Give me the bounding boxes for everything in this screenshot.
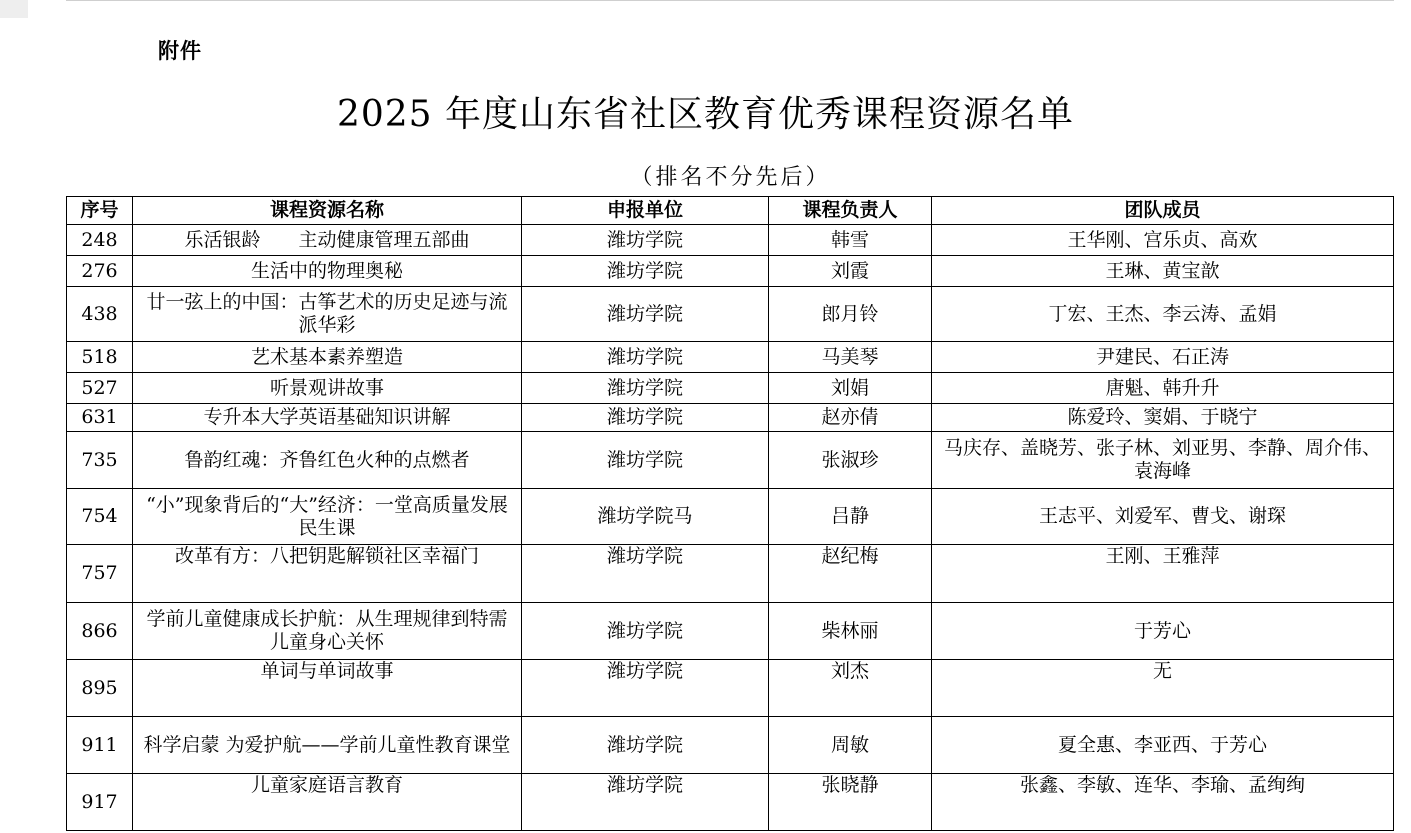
course-name: 听景观讲故事 [133,373,522,404]
table-row [67,603,1394,660]
header-unit: 申报单位 [522,197,769,225]
team-members: 丁宏、王杰、李云涛、孟娟 [932,287,1394,342]
declaring-unit: 潍坊学院马 [522,489,769,545]
declaring-unit: 潍坊学院 [522,774,769,831]
table-row [67,717,1394,774]
team-members: 陈爱玲、窦娟、于晓宁 [932,404,1394,432]
attachment-label: 附件 [158,39,202,63]
row-no: 276 [67,256,133,287]
course-name: 乐活银龄 主动健康管理五部曲 [133,225,522,256]
course-name: 专升本大学英语基础知识讲解 [133,404,522,432]
team-members: 唐魁、韩升升 [932,373,1394,404]
team-members: 王华刚、宫乐贞、高欢 [932,225,1394,256]
course-leader: 马美琴 [769,342,932,373]
team-members: 马庆存、盖晓芳、张子林、刘亚男、李静、周介伟、袁海峰 [932,432,1394,489]
declaring-unit: 潍坊学院 [522,432,769,489]
course-leader: 柴林丽 [769,603,932,660]
header-members: 团队成员 [932,197,1394,225]
course-name: 廿一弦上的中国：古筝艺术的历史足迹与流派华彩 [133,287,522,342]
course-leader: 郎月铃 [769,287,932,342]
course-name: 科学启蒙 为爱护航——学前儿童性教育课堂 [133,717,522,774]
course-list-table [66,196,1394,831]
course-name: 单词与单词故事 [133,660,522,717]
document-title: 2025 年度山东省社区教育优秀课程资源名单 [336,94,1075,135]
team-members: 张鑫、李敏、连华、李瑜、孟绚绚 [932,774,1394,831]
team-members: 于芳心 [932,603,1394,660]
declaring-unit: 潍坊学院 [522,225,769,256]
declaring-unit: 潍坊学院 [522,373,769,404]
course-leader: 张晓静 [769,774,932,831]
row-no: 911 [67,717,133,774]
row-no: 248 [67,225,133,256]
team-members: 王刚、王雅萍 [932,545,1394,603]
table-row [67,489,1394,545]
course-leader: 赵纪梅 [769,545,932,603]
course-leader: 刘娟 [769,373,932,404]
row-no: 518 [67,342,133,373]
document-subtitle: （排名不分先后） [630,165,831,190]
row-no: 917 [67,774,133,831]
course-name: 鲁韵红魂：齐鲁红色火种的点燃者 [133,432,522,489]
course-name: “小”现象背后的“大”经济：一堂高质量发展民生课 [133,489,522,545]
table-row [67,287,1394,342]
declaring-unit: 潍坊学院 [522,717,769,774]
row-no: 757 [67,545,133,603]
declaring-unit: 潍坊学院 [522,342,769,373]
course-leader: 吕静 [769,489,932,545]
table-row [67,545,1394,603]
row-no: 866 [67,603,133,660]
declaring-unit: 潍坊学院 [522,660,769,717]
row-no: 527 [67,373,133,404]
table-header-row [67,197,1394,225]
header-leader: 课程负责人 [769,197,932,225]
course-name: 改革有方：八把钥匙解锁社区幸福门 [133,545,522,603]
course-leader: 周敏 [769,717,932,774]
declaring-unit: 潍坊学院 [522,545,769,603]
course-leader: 刘杰 [769,660,932,717]
table-row [67,225,1394,256]
row-no: 631 [67,404,133,432]
header-no: 序号 [67,197,133,225]
team-members: 王琳、黄宝歆 [932,256,1394,287]
team-members: 夏全惠、李亚西、于芳心 [932,717,1394,774]
table-row [67,342,1394,373]
course-leader: 刘霞 [769,256,932,287]
table-row [67,774,1394,831]
declaring-unit: 潍坊学院 [522,603,769,660]
table-row [67,404,1394,432]
table-row [67,373,1394,404]
row-no: 438 [67,287,133,342]
course-name: 学前儿童健康成长护航：从生理规律到特需儿童身心关怀 [133,603,522,660]
course-name: 生活中的物理奥秘 [133,256,522,287]
table-row [67,256,1394,287]
course-leader: 张淑珍 [769,432,932,489]
team-members: 王志平、刘爱军、曹戈、谢琛 [932,489,1394,545]
corner-marker [0,0,28,18]
team-members: 无 [932,660,1394,717]
row-no: 895 [67,660,133,717]
course-leader: 赵亦倩 [769,404,932,432]
header-course: 课程资源名称 [133,197,522,225]
course-leader: 韩雪 [769,225,932,256]
course-name: 艺术基本素养塑造 [133,342,522,373]
declaring-unit: 潍坊学院 [522,404,769,432]
row-no: 754 [67,489,133,545]
declaring-unit: 潍坊学院 [522,256,769,287]
row-no: 735 [67,432,133,489]
declaring-unit: 潍坊学院 [522,287,769,342]
course-name: 儿童家庭语言教育 [133,774,522,831]
top-rule [66,0,1394,1]
table-row [67,432,1394,489]
table-row [67,660,1394,717]
team-members: 尹建民、石正涛 [932,342,1394,373]
